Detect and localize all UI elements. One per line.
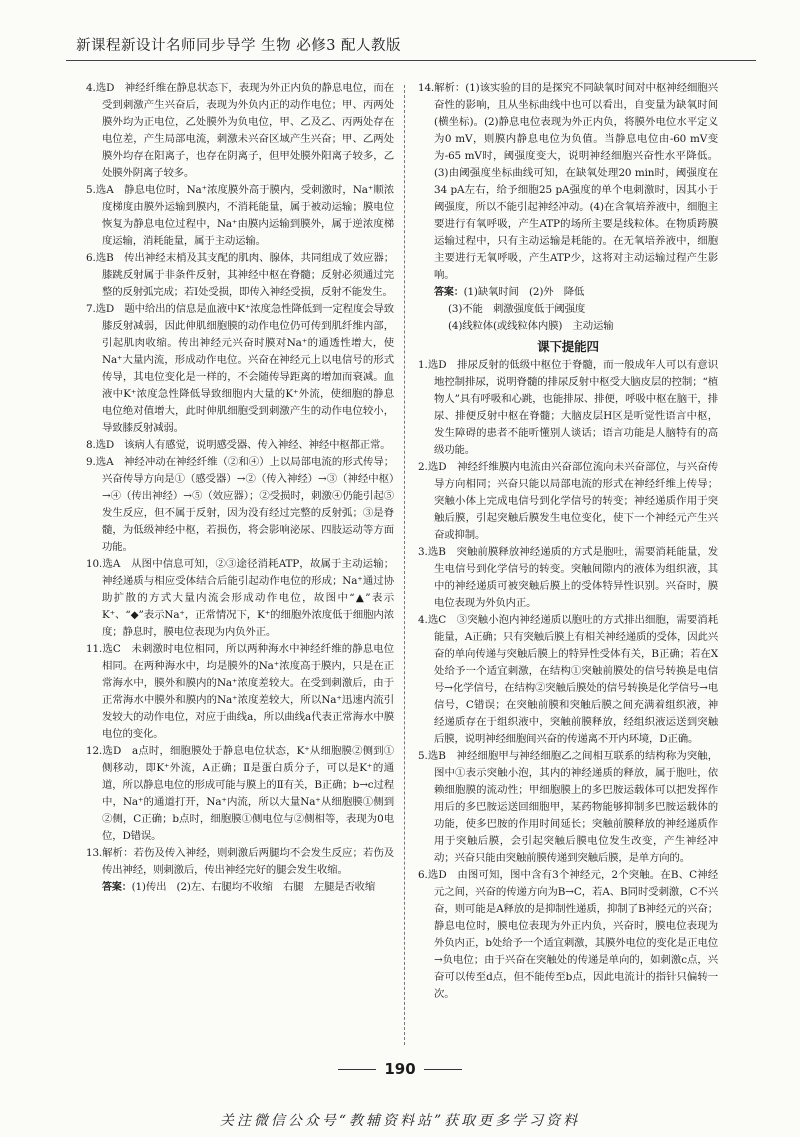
answer-line: (4)线粒体(或线粒体内膜) 主动运输 xyxy=(448,320,614,332)
answer-item: 9.选A 神经冲动在神经纤维（②和④）上以局部电流的形式传导；兴奋传导方向是①（感受器）→②（传入神经）→③（神经中枢）→④（传出神经）→⑤（效应器）；②受损时，刺激④仍能引起⑤发生反应，但不属于反射，因为没有经过完整的反射弧；③是脊髓，为低级神经中枢，若损伤，将会影响泌尿、四肢运动等方面功能。 xyxy=(86,456,394,553)
answer-item: 13.解析：若伤及传入神经，则刺激后两腿均不会发生反应；若伤及传出神经，则刺激后，传出神经完好的腿会发生收缩。 xyxy=(86,847,394,876)
answer-item: 4.选D 神经纤维在静息状态下，表现为外正内负的静息电位，而在受到刺激产生兴奋后，表现为外负内正的动作电位；甲、丙两处膜外均为正电位，乙处膜外为负电位，甲、乙及乙、丙两处存在电位差，产生局部电流，刺激未兴奋区域产生兴奋；甲、乙两处膜外均存在阳离子，也存在阴离子，但甲处膜外阳离子较多，乙处膜外阴离子较多。 xyxy=(86,82,394,179)
footer-note: 关注微信公众号“教辅资料站”获取更多学习资料 xyxy=(219,1113,581,1129)
answer-item: 12.选D a点时，细胞膜处于静息电位状态，K⁺从细胞膜②侧到①侧移动，即K⁺外流，A正确；Ⅱ是蛋白质分子，可以是K⁺的通道，所以静息电位的形成可能与膜上的Ⅱ有关，B正确；b→c过程中，Na⁺的通道打开，Na⁺内流，所以大量Na⁺从细胞膜①侧到②侧，C正确；b点时，细胞膜①侧电位与②侧相等，表现为0电位，D错误。 xyxy=(86,745,394,842)
header-title: 新课程新设计名师同步导学 生物 必修3 配人教版 xyxy=(76,38,402,54)
answer-item: 10.选A 从图中信息可知，②③途径消耗ATP，故属于主动运输；神经递质与相应受体结合后能引起动作电位的形成；Na⁺通过协助扩散的方式大量内流会形成动作电位，故图中“▲”表示K⁺、“◆”表示Na⁺，正常情况下，K⁺的细胞外浓度低于细胞内浓度；静息时，膜电位表现为内负外正。 xyxy=(86,558,394,638)
answer-item: 5.选B 神经细胞甲与神经细胞乙之间相互联系的结构称为突触，图中①表示突触小泡，其内的神经递质的释放，属于胞吐，依赖细胞膜的流动性；甲细胞膜上的多巴胺运载体可以把发挥作用后的多巴胺运送回细胞甲，某药物能够抑制多巴胺运载体的功能，使多巴胺的作用时间延长；突触前膜释放的神经递质作用于突触后膜，会引起突触后膜电位发生改变，产生神经冲动；兴奋只能由突触前膜传递到突触后膜，是单方向的。 xyxy=(418,750,718,864)
answer-item: 3.选B 突触前膜释放神经递质的方式是胞吐，需要消耗能量，发生电信号到化学信号的转变。突触间隙内的液体为组织液，其中的神经递质可被突触后膜上的受体特异性识别。兴奋时，膜电位表现为外负内正。 xyxy=(418,546,718,609)
right-column xyxy=(418,80,718,1003)
q13-answer xyxy=(86,879,394,896)
column-divider xyxy=(404,85,405,1045)
left-column xyxy=(86,80,394,896)
answer-item: 7.选D 题中给出的信息是血液中K⁺浓度急性降低到一定程度会导致膝反射减弱，因此伸肌细胞膜的动作电位仍可传到肌纤维内部，引起肌肉收缩。传出神经元兴奋时膜对Na⁺的通透性增大，使Na⁺大量内流，形成动作电位。兴奋在神经元上以电信号的形式传导，其电位变化是一样的，不会随传导距离的增加而衰减。血液中K⁺浓度急性降低导致细胞内大量的K⁺外流，使细胞的静息电位绝对值增大，此时伸肌细胞受到刺激产生的动作电位较小，导致膝反射减弱。 xyxy=(86,303,394,434)
answer-label: 答案： xyxy=(434,287,464,298)
answer-item: 4.选C ③突触小泡内神经递质以胞吐的方式排出细胞，需要消耗能量，A正确；只有突触后膜上有相关神经递质的受体，因此兴奋的单向传递与突触后膜上的特异性受体有关，B正确；若在X处给予一个适宜刺激，在结构①突触前膜处的信号转换是电信号→化学信号，在结构②突触后膜处的信号转换是化学信号→电信号，C错误；在突触前膜和突触后膜之间充满着组织液，神经递质存在于组织液中，突触前膜释放，经组织液运送到突触后膜，说明神经细胞间兴奋的传递离不开内环境，D正确。 xyxy=(418,614,718,745)
answer-item: 6.选D 由图可知，图中含有3个神经元，2个突触。在B、C神经元之间，兴奋的传递方向为B→C，若A、B同时受刺激，C不兴奋，则可能是A释放的是抑制性递质，抑制了B神经元的兴奋；静息电位时，膜电位表现为外正内负，兴奋时，膜电位表现为外负内正，b处给予一个适宜刺激，其膜外电位的变化是正电位→负电位；由于兴奋在突触处的传递是单向的，如刺激c点，兴奋可以传至d点，但不能传至b点，因此电流计的指针只偏转一次。 xyxy=(418,869,718,1000)
answer-item: 11.选C 未刺激时电位相同，所以两种海水中神经纤维的静息电位相同。在两种海水中，均是膜外的Na⁺浓度高于膜内，只是在正常海水中，膜外和膜内的Na⁺浓度差较大。在受到刺激后，由于正常海水中膜外和膜内的Na⁺浓度差较大，所以Na⁺迅速内流引发较大的动作电位，对应于曲线a，所以曲线a代表正常海水中膜电位的变化。 xyxy=(86,643,394,740)
answer-item: 8.选D 该病人有感觉，说明感受器、传入神经、神经中枢都正常。 xyxy=(86,439,391,451)
page-header xyxy=(66,20,756,61)
answer-label: 答案： xyxy=(102,882,132,893)
q14-answer: 答案：(1)缺氧时间 (2)外 降低 (3)不能 刺激强度低于阈强度 (4)线粒体(或线粒体内膜) 主动运输 xyxy=(418,284,718,335)
answer-line: (3)不能 刺激强度低于阈强度 xyxy=(448,303,586,315)
answer-item: 2.选D 神经纤维膜内电流由兴奋部位流向未兴奋部位，与兴奋传导方向相同；兴奋只能以局部电流的形式在神经纤维上传导；突触小体上完成电信号到化学信号的转变；神经递质作用于突触后膜，引起突触后膜发生电位变化，使下一个神经元产生兴奋或抑制。 xyxy=(418,461,718,541)
answer-item: 6.选B 传出神经末梢及其支配的肌肉、腺体，共同组成了效应器；膝跳反射属于非条件反射，其神经中枢在脊髓；反射必须通过完整的反射弧完成；若Ⅰ处受损，即传入神经受损，反射不能发生。 xyxy=(86,252,394,298)
answer-text: (1)传出 (2)左、右腿均不收缩 右腿 左腿是否收缩 xyxy=(131,881,376,893)
answer-item: 5.选A 静息电位时，Na⁺浓度膜外高于膜内，受刺激时，Na⁺顺浓度梯度由膜外运输到膜内，不消耗能量，属于被动运输；膜电位恢复为静息电位过程中，Na⁺由膜内运输到膜外，属于逆浓度梯度运输，消耗能量，属于主动运输。 xyxy=(86,184,394,247)
answer-item: 14.解析：(1)该实验的目的是探究不同缺氧时间对中枢神经细胞兴奋性的影响，且从坐标曲线中也可以看出，自变量为缺氧时间(横坐标)。(2)静息电位表现为外正内负，将膜外电位水平定义为0 mV，则膜内静息电位为负值。当静息电位由-60 mV变为-65 mV时，阈强度变大，说明神经细胞兴奋性水平降低。(3)由阈强度坐标曲线可知，在缺氧处理20 min时，阈强度在34 pA左右，给予细胞25 pA强度的单个电刺激时，因其小于阈强度，所以不能引起神经冲动。(4)在含氧培养液中，细胞主要进行有氧呼吸，产生ATP的场所主要是线粒体。在物质跨膜运输过程中，只有主动运输是耗能的。在无氧培养液中，细胞主要进行无氧呼吸，产生ATP少，这将对主动运输过程产生影响。 xyxy=(418,82,718,281)
page-number: 190 xyxy=(0,1060,800,1078)
answer-item: 1.选D 排尿反射的低级中枢位于脊髓，而一般成年人可以有意识地控制排尿，说明脊髓的排尿反射中枢受大脑皮层的控制；“植物人”具有呼吸和心跳，也能排尿、排便，呼吸中枢在脑干，排尿、排便反射中枢在脊髓；大脑皮层H区是听觉性语言中枢，发生障碍的患者不能听懂别人谈话；语言功能是人脑特有的高级功能。 xyxy=(418,359,718,456)
section-title: 课下提能四 xyxy=(537,339,599,354)
